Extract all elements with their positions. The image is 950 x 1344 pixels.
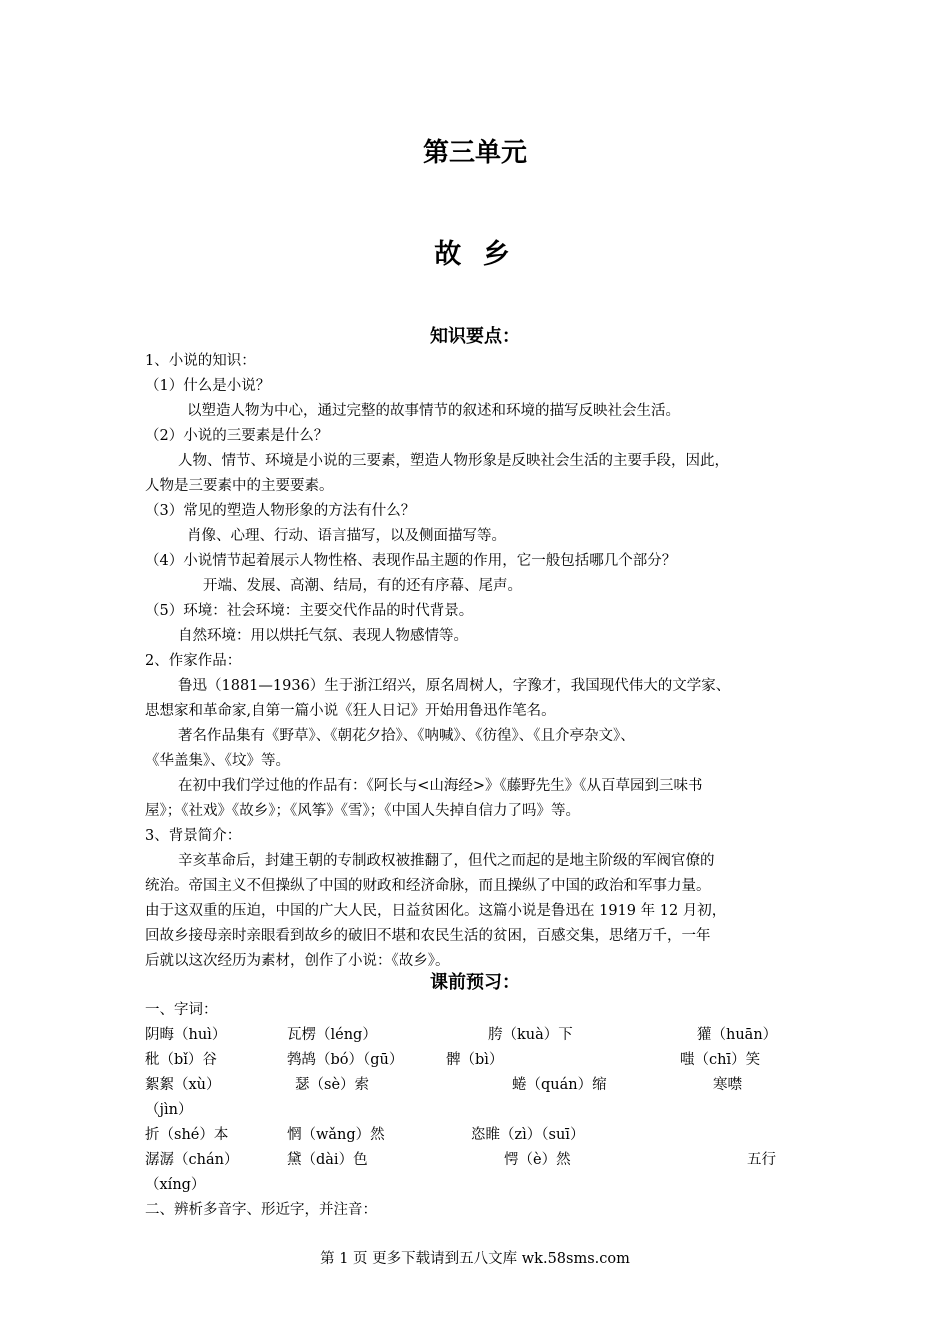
vocab-item: 愕（è）然 bbox=[504, 1152, 571, 1168]
lesson-title: 故 乡 bbox=[434, 239, 516, 270]
vocab-item-wrap: （jìn） bbox=[145, 1102, 193, 1118]
author-para-2-line-2: 《华盖集》、《坟》等。 bbox=[145, 753, 290, 769]
answer-5: 自然环境：用以烘托气氛、表现人物感情等。 bbox=[178, 628, 468, 644]
author-para-3-line-1: 在初中我们学过他的作品有：《阿长与<山海经>》《藤野先生》《从百草园到三味书 bbox=[178, 778, 703, 794]
vocab-item: 嗤（chī）笑 bbox=[680, 1052, 761, 1068]
answer-1: 以塑造人物为中心，通过完整的故事情节的叙述和环境的描写反映社会生活。 bbox=[187, 403, 680, 419]
preview-h2: 二、辨析多音字、形近字，并注音： bbox=[145, 1202, 377, 1218]
vocab-item: 潺潺（chán） bbox=[145, 1152, 239, 1168]
vocab-item: 瓦楞（léng） bbox=[287, 1027, 377, 1043]
author-para-1-line-2: 思想家和革命家,自第一篇小说《狂人日记》开始用鲁迅作笔名。 bbox=[145, 703, 556, 719]
knowledge-h1: 1、小说的知识： bbox=[145, 353, 256, 369]
vocab-item: 恣睢（zì）（suī） bbox=[471, 1127, 585, 1143]
vocab-item: 惘（wǎng）然 bbox=[287, 1127, 385, 1143]
question-4: （4）小说情节起着展示人物性格、表现作品主题的作用，它一般包括哪几个部分？ bbox=[145, 553, 677, 569]
answer-3: 肖像、心理、行动、语言描写，以及侧面描写等。 bbox=[187, 528, 506, 544]
vocab-item: 阴晦（huì） bbox=[145, 1027, 227, 1043]
vocab-item: 獾（huān） bbox=[697, 1027, 778, 1043]
vocab-item: 絮絮（xù） bbox=[145, 1077, 221, 1093]
answer-2-line-2: 人物是三要素中的主要要素。 bbox=[145, 478, 334, 494]
background-line-1: 辛亥革命后，封建王朝的专制政权被推翻了，但代之而起的是地主阶级的军阀官僚的 bbox=[178, 853, 715, 869]
vocab-item: 蜷（quán）缩 bbox=[512, 1077, 607, 1093]
author-para-3-line-2: 屋》；《社戏》《故乡》；《风筝》《雪》；《中国人失掉自信力了吗》等。 bbox=[145, 803, 580, 819]
vocab-item-wrap: （xíng） bbox=[145, 1177, 206, 1193]
question-2: （2）小说的三要素是什么？ bbox=[145, 428, 329, 444]
vocab-item: 折（shé）本 bbox=[145, 1127, 229, 1143]
vocab-item: 寒噤 bbox=[713, 1077, 742, 1093]
preview-h1: 一、字词： bbox=[145, 1002, 218, 1018]
knowledge-h3: 3、背景简介： bbox=[145, 828, 242, 844]
background-line-3: 由于这双重的压迫，中国的广大人民，日益贫困化。这篇小说是鲁迅在 1919 年 12 月初， bbox=[145, 903, 727, 919]
vocab-item: 黛（dài）色 bbox=[287, 1152, 368, 1168]
vocab-item: 鹁鸪（bó）（gū） bbox=[287, 1052, 404, 1068]
vocab-item: 髀（bì） bbox=[446, 1052, 504, 1068]
answer-4: 开端、发展、高潮、结局，有的还有序幕、尾声。 bbox=[203, 578, 522, 594]
knowledge-heading: 知识要点： bbox=[430, 326, 520, 347]
unit-title: 第三单元 bbox=[422, 138, 527, 168]
author-para-1-line-1: 鲁迅（1881—1936）生于浙江绍兴，原名周树人，字豫才，我国现代伟大的文学家、 bbox=[178, 678, 731, 694]
vocab-item: 秕（bǐ）谷 bbox=[145, 1052, 217, 1068]
vocab-item: 胯（kuà）下 bbox=[488, 1027, 573, 1043]
question-3: （3）常见的塑造人物形象的方法有什么？ bbox=[145, 503, 416, 519]
answer-2-line-1: 人物、情节、环境是小说的三要素，塑造人物形象是反映社会生活的主要手段，因此， bbox=[178, 453, 729, 469]
author-para-2-line-1: 著名作品集有《野草》、《朝花夕拾》、《呐喊》、《彷徨》、《且介亭杂文》、 bbox=[178, 728, 635, 744]
background-line-5: 后就以这次经历为素材，创作了小说：《故乡》。 bbox=[145, 953, 450, 969]
background-line-2: 统治。帝国主义不但操纵了中国的财政和经济命脉，而且操纵了中国的政治和军事力量。 bbox=[145, 878, 711, 894]
question-1: （1）什么是小说？ bbox=[145, 378, 271, 394]
page-footer: 第 1 页 更多下载请到五八文库 wk.58sms.com bbox=[320, 1251, 630, 1267]
vocab-item: 瑟（sè）索 bbox=[295, 1077, 370, 1093]
question-5: （5）环境：社会环境：主要交代作品的时代背景。 bbox=[145, 603, 474, 619]
knowledge-h2: 2、作家作品： bbox=[145, 653, 242, 669]
background-line-4: 回故乡接母亲时亲眼看到故乡的破旧不堪和农民生活的贫困，百感交集，思绪万千，一年 bbox=[145, 928, 711, 944]
vocab-item: 五行 bbox=[747, 1152, 776, 1168]
preview-heading: 课前预习： bbox=[430, 972, 520, 993]
